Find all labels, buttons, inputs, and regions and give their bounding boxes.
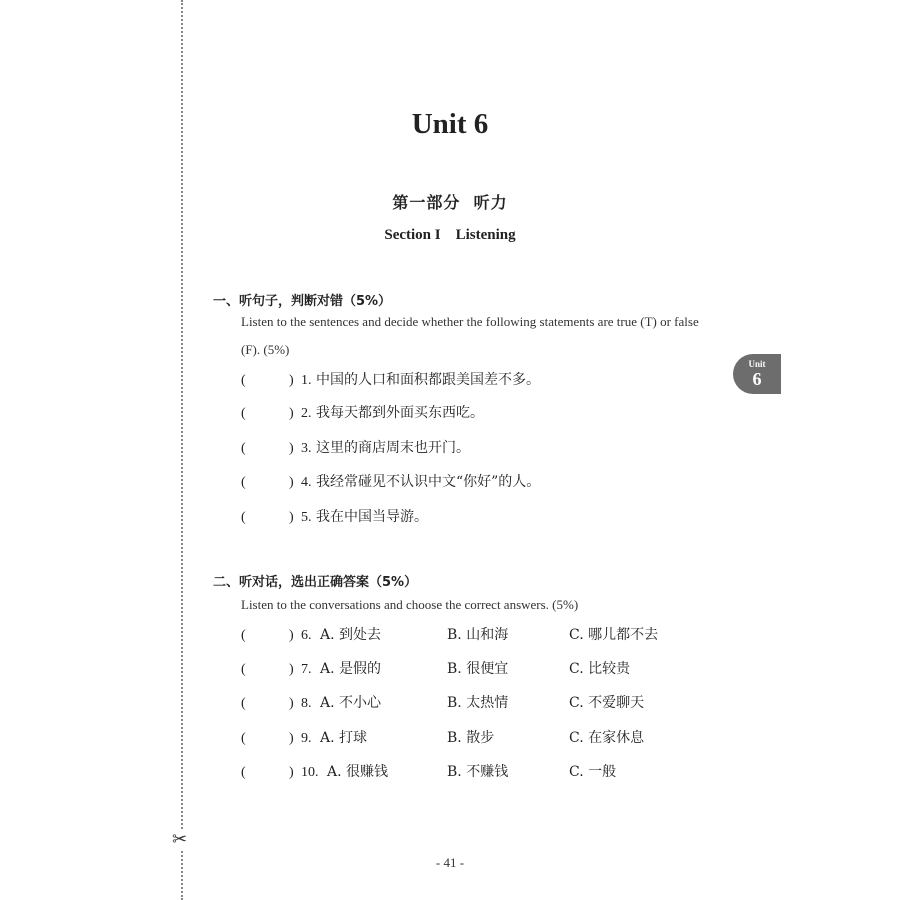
part1-instruction: Listen to the sentences and decide whether the following statements are true (T) or false (F). (5%) [241, 314, 699, 357]
page-number: - 41 - [435, 855, 465, 870]
part2-heading: 二、听对话，选出正确答案（5%） [213, 575, 418, 590]
option-a: A. 是假的 [320, 661, 382, 677]
option-c: C. 哪儿都不去 [569, 627, 659, 643]
option-c: C. 一般 [569, 764, 617, 780]
list-item: ( ) 3. 这里的商店周末也开门。 [241, 440, 470, 456]
option-c: C. 在家休息 [569, 730, 645, 746]
option-a: A. 打球 [320, 730, 368, 746]
option-a: A. 很赚钱 [327, 764, 389, 780]
list-item: ( ) 8. A. 不小心 B. 太热情 C. 不爱聊天 [241, 692, 701, 714]
list-item: ( ) 6. A. 到处去 B. 山和海 C. 哪儿都不去 [241, 624, 701, 646]
list-item: ( ) 9. A. 打球 B. 散步 C. 在家休息 [241, 727, 701, 749]
section-title-english: Section I Listening [384, 227, 516, 243]
list-item: ( ) 1. 中国的人口和面积都跟美国差不多。 [241, 372, 540, 388]
unit-tab-number: 6 [752, 369, 762, 389]
option-b: B. 散步 [447, 730, 495, 746]
list-item: ( ) 2. 我每天都到外面买东西吃。 [241, 405, 484, 421]
list-item: ( ) 10. A. 很赚钱 B. 不赚钱 C. 一般 [241, 761, 701, 783]
scissors-icon: ✂ [172, 829, 188, 850]
option-a: A. 到处去 [320, 627, 382, 643]
unit-tab [733, 354, 781, 394]
part1-heading: 一、听句子，判断对错（5%） [213, 294, 392, 309]
option-b: B. 不赚钱 [447, 764, 509, 780]
list-item: ( ) 7. A. 是假的 B. 很便宜 C. 比较贵 [241, 658, 701, 680]
list-item: ( ) 5. 我在中国当导游。 [241, 509, 428, 525]
option-b: B. 山和海 [447, 627, 509, 643]
option-c: C. 比较贵 [569, 661, 631, 677]
unit-title: Unit 6 [411, 108, 489, 140]
section-title-chinese: 第一部分 听力 [392, 193, 508, 212]
option-b: B. 很便宜 [447, 661, 509, 677]
option-a: A. 不小心 [320, 695, 382, 711]
part2-instruction: Listen to the conversations and choose the correct answers. (5%) [241, 597, 579, 612]
list-item: ( ) 4. 我经常碰见不认识中文“你好”的人。 [241, 474, 541, 490]
unit-tab-label: Unit [748, 359, 766, 369]
option-b: B. 太热情 [447, 695, 509, 711]
option-c: C. 不爱聊天 [569, 695, 645, 711]
